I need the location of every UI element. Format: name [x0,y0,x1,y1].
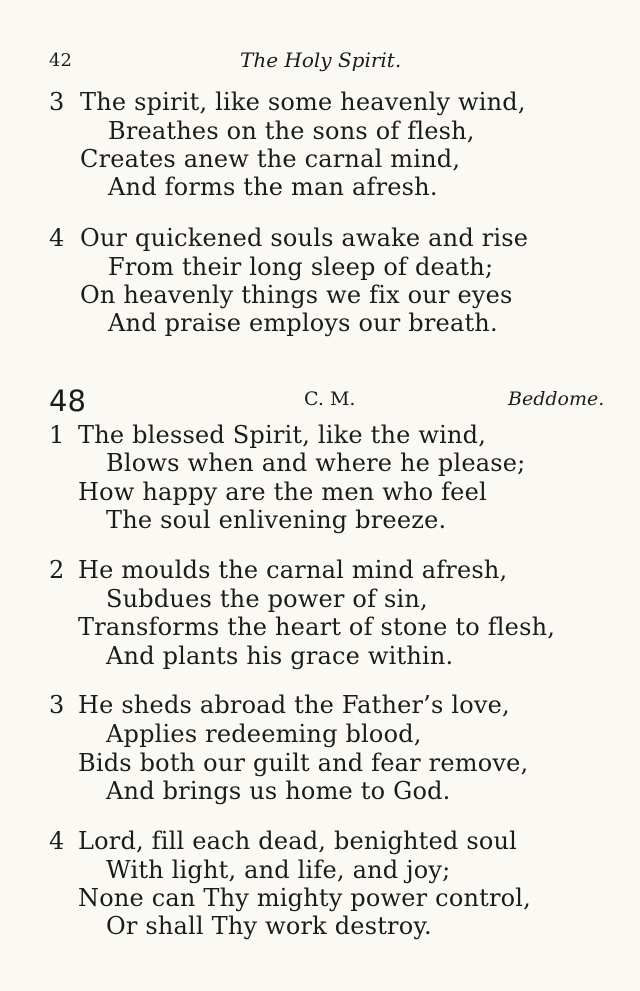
hymn-number: 48 [49,384,86,418]
verse-line: None can Thy mighty power control, [78,884,531,912]
verse-number: 4 [49,224,65,252]
verse-line: And forms the man afresh. [108,173,438,201]
verse-line: Creates anew the carnal mind, [80,145,461,173]
verse-number: 2 [49,556,65,584]
verse-line: And plants his grace within. [106,642,454,670]
verse-line: And praise employs our breath. [108,309,498,337]
verse-number: 4 [49,827,65,855]
verse-line: From their long sleep of death; [108,253,494,281]
verse-line: Subdues the power of sin, [106,585,428,613]
verse-line: Bids both our guilt and fear remove, [78,749,529,777]
verse-line: And brings us home to God. [106,777,451,805]
verse-line: He sheds abroad the Father’s love, [78,691,510,719]
verse-line: Our quickened souls awake and rise [80,224,529,252]
verse-line: He moulds the carnal mind afresh, [78,556,508,584]
verse-line: The soul enlivening breeze. [106,506,447,534]
verse-number: 1 [49,421,65,449]
verse-line: Breathes on the sons of flesh, [108,117,475,145]
verse-number: 3 [49,691,65,719]
verse-line: On heavenly things we fix our eyes [80,281,513,309]
verse-line: Or shall Thy work destroy. [106,912,432,940]
running-header: The Holy Spirit. [240,48,402,72]
verse-number: 3 [49,88,65,116]
verse-line: Applies redeeming blood, [106,720,422,748]
verse-line: With light, and life, and joy; [106,856,451,884]
verse-line: The spirit, like some heavenly wind, [80,88,526,116]
verse-line: How happy are the men who feel [78,478,487,506]
hymn-meter: C. M. [304,388,356,410]
verse-line: Transforms the heart of stone to flesh, [78,613,556,641]
verse-line: Lord, fill each dead, benighted soul [78,827,518,855]
verse-line: The blessed Spirit, like the wind, [78,421,487,449]
page-number: 42 [49,50,72,71]
hymn-composer: Beddome. [508,388,605,410]
verse-line: Blows when and where he please; [106,449,526,477]
